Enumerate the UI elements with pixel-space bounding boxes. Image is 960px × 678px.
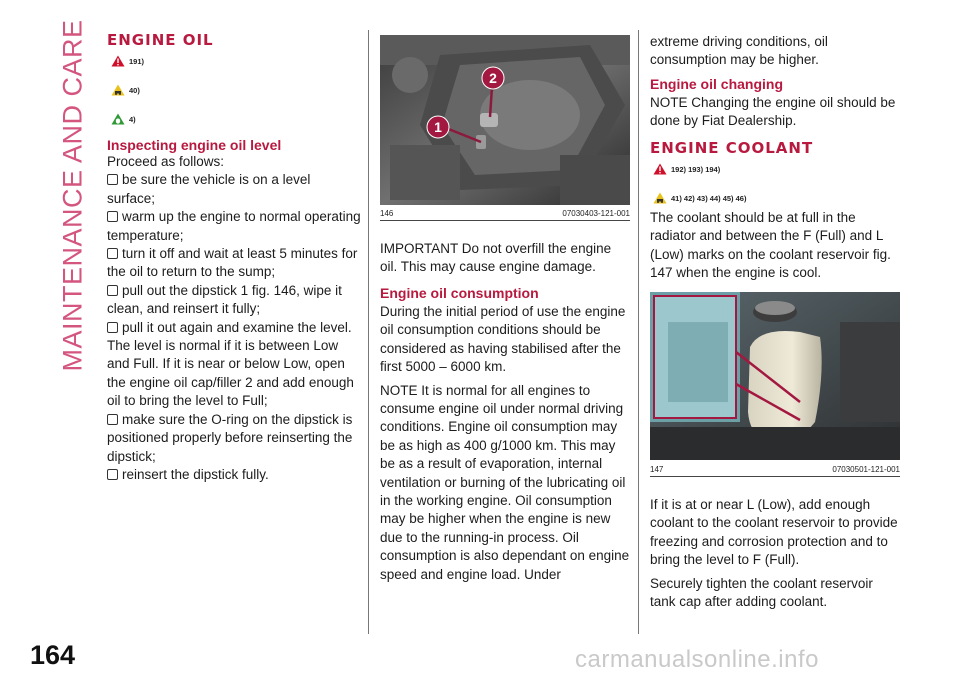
column-divider <box>368 30 369 634</box>
list-item: make sure the O-ring on the dipstick is positioned properly before reinserting the dipstick; <box>107 411 353 464</box>
red-warning-icon <box>653 163 667 175</box>
list-item: warm up the engine to normal operating temperature; <box>107 209 361 243</box>
figure-146 <box>380 35 630 231</box>
list-item: turn it off and wait at least 5 minutes for the oil to return to the sump; <box>107 246 358 280</box>
environment-reference: 4) <box>111 113 136 125</box>
warning-reference: 191) <box>111 55 144 67</box>
page-number: 164 <box>30 640 76 670</box>
callout-dipstick: 1 <box>434 119 442 135</box>
figure-code: 07030501-121-001 <box>832 465 900 474</box>
figure-147 <box>650 292 900 478</box>
side-section-title: MAINTENANCE AND CARE <box>57 18 88 372</box>
subtitle-inspecting-oil: Inspecting engine oil level <box>107 137 282 153</box>
yellow-caution-icon <box>111 84 125 96</box>
oil-consumption-text: During the initial period of use the engine oil consumption conditions should be considered as having stabilised after the first 5000 – 6000 km. NOTE It is normal for all engines to consume engine oil under normal driving conditions. Engine oil consumption may be as high as 400 g/1000 km. This may be as a result of evaporation, internal ventilation or burning of the lubricating oil in the working engine. Oil consumption may be higher when the engine is new due to the running-in process. Oil consumption is also dependant on engine speed and engine load. Under <box>380 304 630 582</box>
oil-change-note: NOTE Changing the engine oil should be done by Fiat Dealership. <box>650 95 896 129</box>
checkbox-bullet-icon <box>107 322 118 333</box>
callout-oil-filler-cap: 2 <box>489 70 497 86</box>
subtitle-oil-consumption: Engine oil consumption <box>380 285 539 301</box>
checkbox-bullet-icon <box>107 211 118 222</box>
engine-bay-photo <box>380 35 630 205</box>
important-note: IMPORTANT Do not overfill the engine oil. This may cause engine damage. <box>380 241 612 275</box>
caution-reference: 40) <box>111 84 140 96</box>
steps-intro: Proceed as follows: <box>107 154 225 169</box>
section-title-engine-coolant: ENGINE COOLANT <box>650 139 814 157</box>
section-title-engine-oil: ENGINE OIL <box>107 31 214 49</box>
figure-number: 146 <box>380 209 394 218</box>
checkbox-bullet-icon <box>107 285 118 296</box>
list-item: be sure the vehicle is on a level surface; <box>107 172 311 206</box>
warning-reference: 192) 193) 194) <box>653 163 720 175</box>
list-item: pull out the dipstick 1 fig. 146, wipe it clean, and reinsert it fully; <box>107 282 342 317</box>
coolant-reservoir-photo <box>650 292 900 460</box>
figure-number: 147 <box>650 465 664 474</box>
checkbox-bullet-icon <box>107 469 118 480</box>
green-environment-icon <box>111 113 125 125</box>
yellow-caution-icon <box>653 192 667 204</box>
checkbox-bullet-icon <box>107 414 118 425</box>
coolant-level-text: The coolant should be at full in the radiator and between the F (Full) and L (Low) marks on the coolant reservoir fig. 147 when the engine is cool. <box>650 210 891 281</box>
coolant-text: If it is at or near L (Low), add enough coolant to the coolant reservoir to provide freezing and corrosion protection and to bring the level to F (Full). Securely tighten the coolant reservoir tank cap after adding coolant. <box>650 497 898 610</box>
figure-caption-rule <box>650 476 900 477</box>
checkbox-bullet-icon <box>107 174 118 185</box>
red-warning-icon <box>111 55 125 67</box>
checkbox-bullet-icon <box>107 248 118 259</box>
subtitle-oil-changing: Engine oil changing <box>650 76 783 92</box>
continuation-text: extreme driving conditions, oil consumption may be higher. <box>650 34 828 68</box>
column-divider <box>638 30 639 634</box>
list-item: reinsert the dipstick fully. <box>107 466 362 484</box>
list-item: pull it out again and examine the level. The level is normal if it is between Low and Full. If it is near or below Low, open the engine oil cap/filler 2 and add enough oil to bring the level to Full; <box>107 319 354 409</box>
figure-code: 07030403-121-001 <box>562 209 630 218</box>
watermark: carmanualsonline.info <box>575 646 819 673</box>
figure-caption-rule <box>380 220 630 221</box>
caution-reference: 41) 42) 43) 44) 45) 46) <box>653 192 746 204</box>
inspection-steps <box>107 153 362 484</box>
